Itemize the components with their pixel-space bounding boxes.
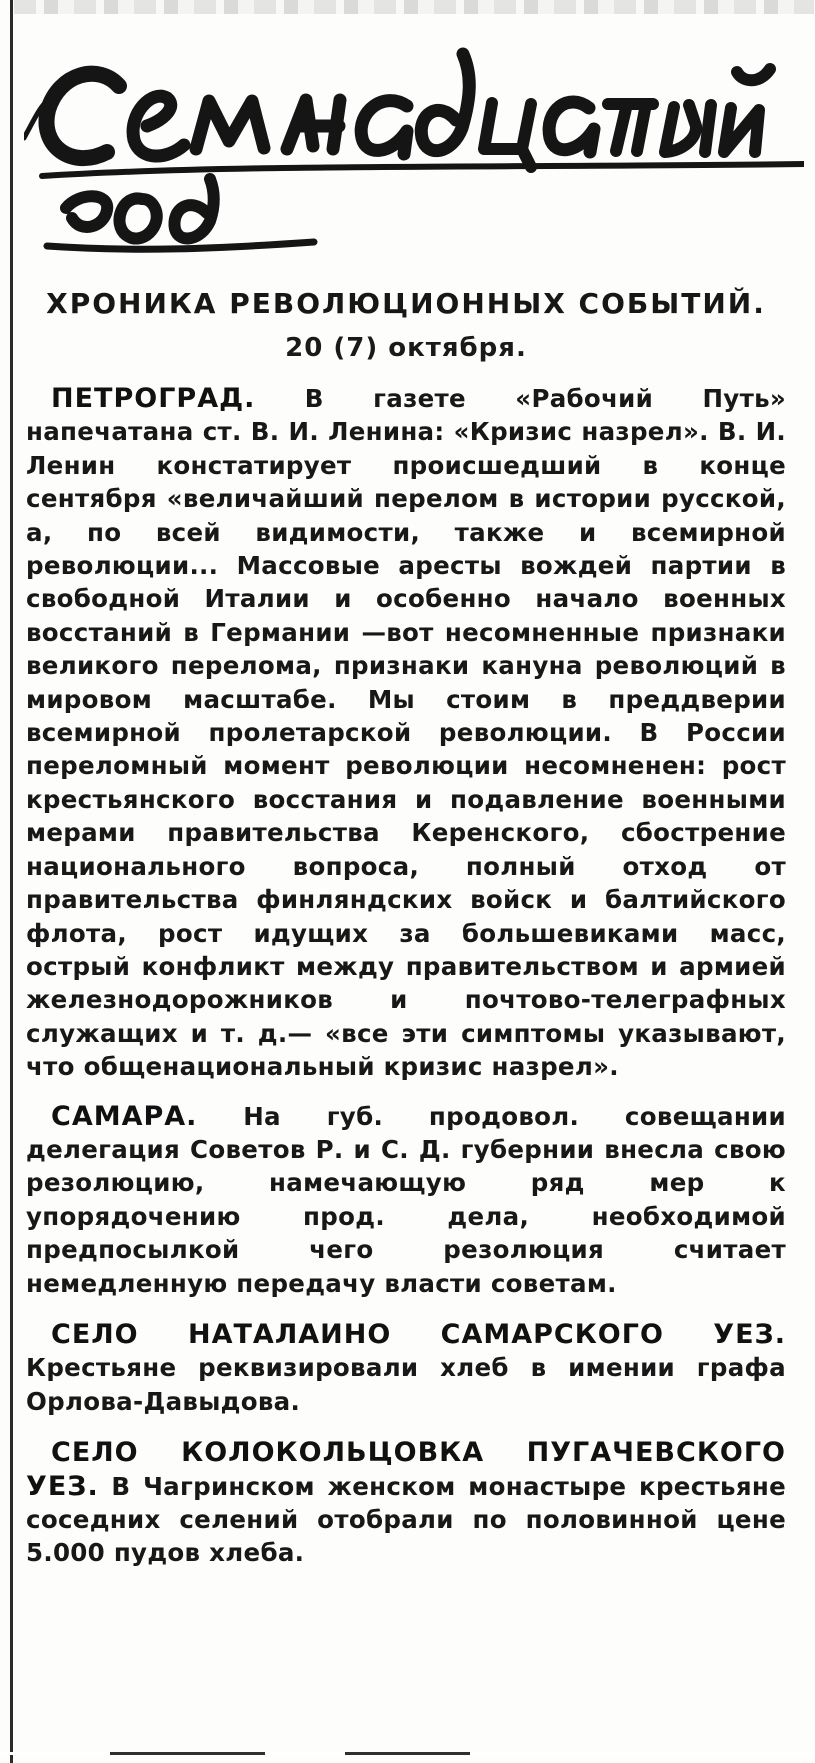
script-heading-lettering (24, 28, 804, 273)
script-letter-e (133, 96, 184, 156)
script-letter-o (119, 198, 156, 238)
dispatch-place: САМАРА. (51, 1100, 198, 1132)
dispatch-paragraph (26, 382, 786, 1084)
script-letter-a2 (549, 102, 594, 152)
script-letter-i (724, 69, 770, 152)
dispatch-text: Крестьяне реквизировали хлеб в имении графа Орлова-Давыдова. (26, 1353, 786, 1416)
dispatch-place: СЕЛО НАТАЛАИНО САМАРСКОГО УЕЗ. (51, 1318, 786, 1350)
script-letter-s (47, 74, 119, 158)
left-column-rule (10, 0, 13, 1763)
script-underline-main (42, 164, 804, 176)
script-letter-d (421, 54, 469, 151)
article-title: ХРОНИКА РЕВОЛЮЦИОННЫХ СОБЫТИЙ. (46, 287, 766, 320)
top-bleed-through (14, 0, 814, 14)
dispatch-text: В газете «Рабочий Путь» напечатана ст. В. И. Ленина: «Кризис назрел». В. И. Ленин констатирует происшедший в конце сентября «величайший перелом в истории русской, а, по всей видимости, также и всемирной революции... Массовые аресты вождей партии в свободной Италии и особенно начало военных восстаний в Германии —вот несомненные признаки великого перелома, признаки кануна революций в мировом масштабе. Мы стоим в преддверии всемирной пролетарской революции. В России переломный момент революции несомненен: рост крестьянского восстания и подавление военными мерами правительства Керенского, сбострение национального вопроса, полный отход от правительства финляндских войск и балтийского флота, рост идущих за большевиками масс, острый конфликт между правительством и армией железнодорожников и почтово-телеграфных служащих и т. д.— «все эти симптомы указывают, что общенациональный кризис назрел». (26, 384, 786, 1082)
dispatch-paragraph (26, 1436, 786, 1570)
dispatch-place: СЕЛО КОЛОКОЛЬЦОВКА ПУГАЧЕВСКОГО УЕЗ. (26, 1437, 786, 1502)
article-column (26, 284, 786, 1588)
script-letter-m (196, 101, 264, 149)
bottom-rule (0, 1752, 815, 1755)
script-letter-d2 (174, 179, 213, 238)
dispatch-paragraph (26, 1318, 786, 1418)
script-letter-a (361, 101, 407, 154)
article-date: 20 (7) октября. (285, 333, 527, 363)
script-letter-n (287, 100, 340, 149)
script-letter-g (66, 196, 107, 227)
dispatch-paragraph (26, 1100, 786, 1300)
script-letter-y (665, 105, 711, 152)
dispatch-text: В Чагринском женском монастыре крестьяне соседних селений отобрали по половинной цене 5.000 пудов хлеба. (26, 1471, 786, 1568)
script-letter-t (608, 104, 653, 151)
dispatch-place: ПЕТРОГРАД. (51, 383, 256, 414)
dispatch-text: На губ. продовол. совещании делегация Советов Р. и С. Д. губернии внесла свою резолюцию, намечающую ряд мер к упорядочению прод. дела, необходимой предпосылкой чего резолюция считает немедленную передачу власти советам. (26, 1101, 786, 1298)
script-letter-ts (484, 103, 531, 167)
